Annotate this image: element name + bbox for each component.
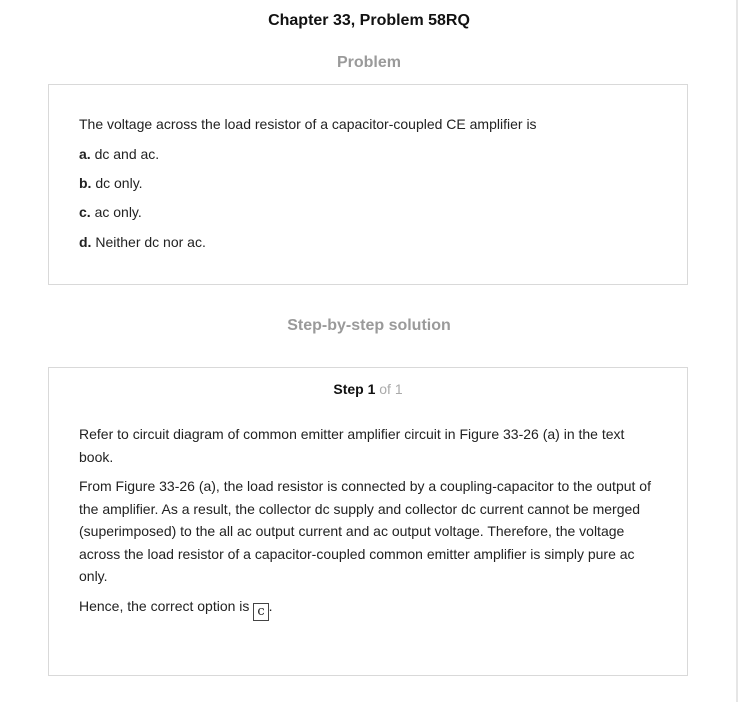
step-header [49,368,687,397]
conclusion-period: . [268,597,273,614]
option-text: dc and ac. [94,146,160,162]
option-letter: b. [79,175,92,191]
option-letter: a. [79,146,91,162]
option-d [79,231,657,253]
page-title: Chapter 33, Problem 58RQ [268,12,470,29]
answer-box: c [253,603,268,621]
solution-paragraph: From Figure 33-26 (a), the load resistor is connected by a coupling-capacitor to the output of the amplifier. As a result, the collector dc supply and collector dc current cannot be merged (superimposed) to the all ac output current and ac output voltage. Therefore, the voltage across the load resistor of a capacitor-coupled common emitter amplifier is simply pure ac only. [79,478,651,584]
option-text: Neither dc nor ac. [95,234,206,250]
step-count: of 1 [379,381,403,397]
solution-heading: Step-by-step solution [287,317,451,334]
option-text: dc only. [95,175,143,191]
conclusion-text: Hence, the correct option is [79,597,250,614]
question-text: The voltage across the load resistor of a capacitor-coupled CE amplifier is [79,116,537,132]
solution-conclusion [79,595,657,621]
solution-card [48,367,688,676]
solution-paragraph: Refer to circuit diagram of common emitter amplifier circuit in Figure 33-26 (a) in the text book. [79,426,625,465]
step-label: Step 1 [333,381,376,397]
option-letter: c. [79,204,91,220]
option-text: ac only. [94,204,142,220]
option-c [79,201,657,223]
problem-card [48,84,688,285]
option-a [79,143,657,165]
problem-heading: Problem [336,54,401,71]
option-letter: d. [79,234,92,250]
option-b [79,172,657,194]
